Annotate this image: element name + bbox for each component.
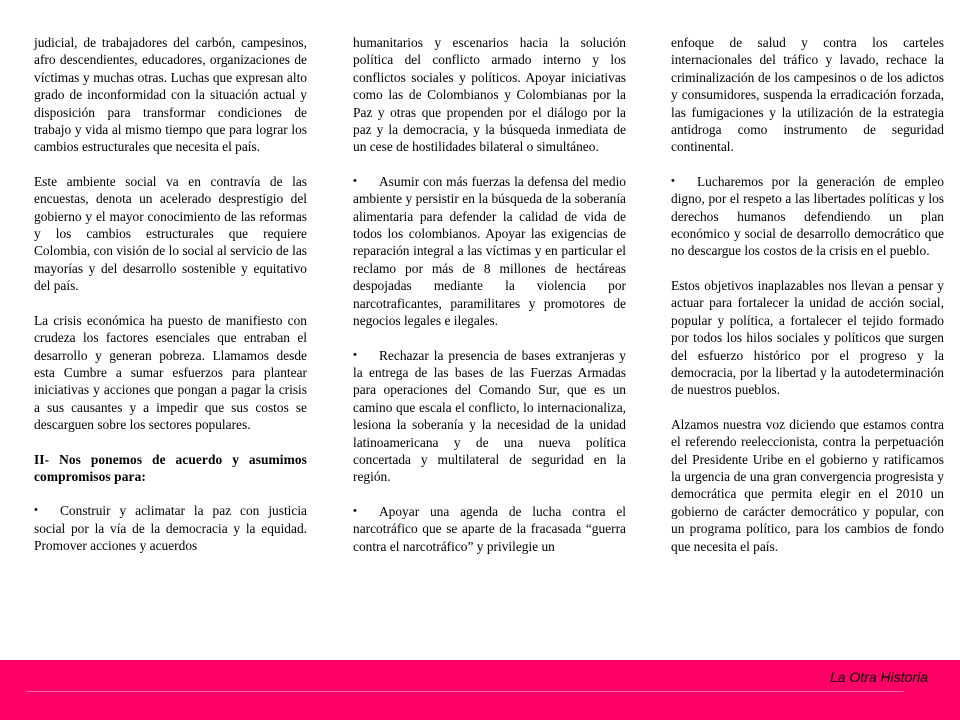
- footer-divider: [26, 691, 904, 692]
- bullet-icon: [353, 174, 379, 189]
- bullet-text: Asumir con más fuerzas la defensa del medio ambiente y persistir en la búsqueda de la soberanía alimentaria para defender la calidad de vida de todos los colombianos. Apoyar las exigencias de reparación integral a las víctimas y en particular el reclamo por más de 8 millones de hectáreas despojadas mediante la violencia por narcotraficantes, paramilitares y promotores de negocios legales e ilegales.: [353, 173, 626, 329]
- bullet-item: [353, 503, 626, 555]
- footer-title: La Otra Historia: [829, 669, 928, 685]
- paragraph: La crisis económica ha puesto de manifiesto con crudeza los factores esenciales que entraban el desarrollo y generan pobreza. Llamamos desde esta Cumbre a sumar esfuerzos para plantear iniciativas y acciones que pongan a pagar la crisis a sus causantes y a impedir que sus costos se descarguen sobre los sectores populares.: [34, 312, 307, 433]
- bullet-icon: [353, 348, 379, 363]
- bullet-icon: [34, 503, 60, 518]
- bullet-text: Rechazar la presencia de bases extranjeras y la entrega de las bases de las Fuerzas Armadas para operaciones del Comando Sur, que es un camino que escala el conflicto, lo internacionaliza, lesiona la soberanía y la necesidad de la unidad latinoamericana y de una nueva política concertada y multilateral de seguridad en la región.: [353, 347, 626, 485]
- paragraph: humanitarios y escenarios hacia la solución política del conflicto armado interno y los conflictos sociales y políticos. Apoyar iniciativas como las de Colombianos y Colombianas por la Paz y otras que propenden por el diálogo por la paz y la democracia, y la búsqueda inmediata de un cese de hostilidades bilateral o simultáneo.: [353, 35, 626, 155]
- section-heading: II- Nos ponemos de acuerdo y asumimos compromisos para:: [34, 451, 307, 484]
- bullet-text: Construir y aclimatar la paz con justicia social por la vía de la democracia y la equidad. Promover acciones y acuerdos: [34, 503, 307, 554]
- paragraph: Estos objetivos inaplazables nos llevan a pensar y actuar para fortalecer la unidad de acción social, popular y política, a fortalecer el tejido formado por todos los hilos sociales y políticos que surgen del esfuerzo histórico por el progreso y la democracia, por la libertad y la autodeterminación de nuestros pueblos.: [671, 277, 944, 398]
- bullet-item: [353, 173, 626, 330]
- footer-bar: [0, 660, 960, 720]
- paragraph: Este ambiente social va en contravía de las encuestas, denota un acelerado desprestigio del gobierno y el mayor conocimiento de las reformas y los cambios estructurales que requiere Colombia, con visión de lo social al servicio de las mayorías y del desarrollo sostenible y equitativo del país.: [34, 173, 307, 294]
- bullet-icon: [353, 504, 379, 519]
- column-2: [353, 34, 626, 572]
- bullet-text: Lucharemos por la generación de empleo digno, por el respeto a las libertades políticas y los derechos humanos defendiendo un plan económico y social de desarrollo democrático que no descargue los costos de la crisis en el pueblo.: [671, 173, 944, 259]
- bullet-item: [671, 173, 944, 260]
- paragraph: enfoque de salud y contra los carteles internacionales del tráfico y lavado, rechace la criminalización de los campesinos o de los adictos y consumidores, suspenda la erradicación forzada, las fumigaciones y la utilización de la estrategia antidroga como instrumento de seguridad continental.: [671, 35, 944, 155]
- column-1: [34, 34, 307, 572]
- column-3: [671, 34, 944, 572]
- bullet-item: [353, 347, 626, 486]
- paragraph: Alzamos nuestra voz diciendo que estamos contra el referendo reeleccionista, contra la perpetuación del Presidente Uribe en el gobierno y ratificamos la urgencia de una gran convergencia progresista y democrática que permita elegir en el 2010 un gobierno de carácter democrático y popular, con un programa político, para los cambios de fondo que necesita el país.: [671, 416, 944, 554]
- bullet-text: Apoyar una agenda de lucha contra el narcotráfico que se aparte de la fracasada “guerra contra el narcotráfico” y privilegie un: [353, 503, 626, 554]
- bullet-item: [34, 502, 307, 554]
- paragraph: judicial, de trabajadores del carbón, campesinos, afro descendientes, educadores, organizaciones de víctimas y muchas otras. Luchas que expresan alto grado de inconformidad con la situación actual y disposición para transformar condiciones de trabajo y vida al mismo tiempo que para lograr los cambios estructurales que necesita el país.: [34, 35, 307, 155]
- bullet-icon: [671, 174, 697, 189]
